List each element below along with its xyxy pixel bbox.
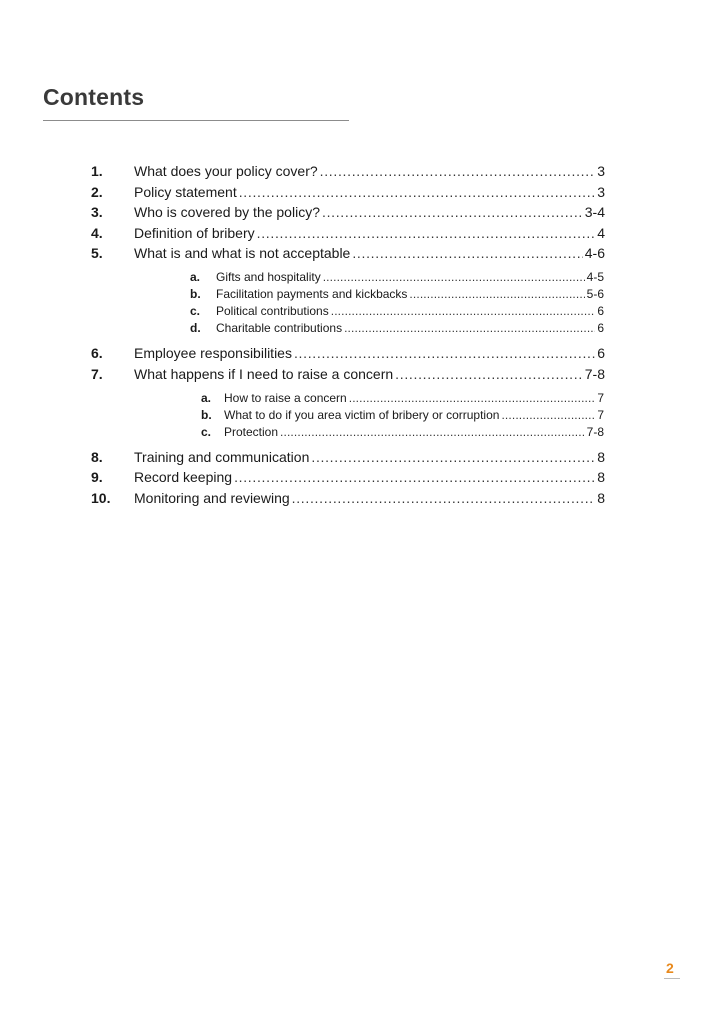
page-number-underline (664, 978, 680, 979)
toc-entry-1[interactable] (91, 163, 605, 183)
toc-title: Record keeping (134, 469, 233, 485)
toc-title: Policy statement (134, 184, 237, 200)
toc-page: 5-6 (586, 287, 604, 301)
toc-subentry-5a[interactable] (190, 270, 604, 287)
toc-page: 8 (597, 469, 605, 485)
toc-page: 4-6 (584, 245, 605, 261)
toc-number: 10. (91, 490, 111, 506)
toc-entry-5[interactable] (91, 245, 605, 265)
dot-leader (331, 304, 596, 318)
toc-entry-9[interactable] (91, 469, 605, 489)
toc-page: 6 (597, 345, 605, 361)
toc-number: 3. (91, 204, 103, 220)
toc-entry-6[interactable] (91, 345, 605, 365)
page-number: 2 (666, 960, 674, 976)
toc-entry-8[interactable] (91, 449, 605, 469)
toc-subentry-7a[interactable] (201, 391, 604, 408)
toc-entry-3[interactable] (91, 204, 605, 224)
toc-title: What does your policy cover? (134, 163, 318, 179)
toc-entry-10[interactable] (91, 490, 605, 510)
toc-subnumber: a. (201, 391, 212, 405)
heading-underline (43, 120, 349, 121)
dot-leader (239, 184, 595, 200)
toc-page: 3 (597, 184, 605, 200)
toc-title: Definition of bribery (134, 225, 255, 241)
toc-page: 7-8 (584, 366, 605, 382)
dot-leader (320, 163, 596, 179)
dot-leader (349, 391, 596, 405)
toc-page: 8 (597, 449, 605, 465)
toc-number: 5. (91, 245, 103, 261)
toc-subnumber: d. (190, 321, 201, 335)
toc-subentry-5d[interactable] (190, 321, 604, 338)
toc-subnumber: c. (190, 304, 201, 318)
toc-number: 2. (91, 184, 103, 200)
dot-leader (395, 366, 583, 382)
dot-leader (409, 287, 584, 301)
toc-subtitle: Political contributions (216, 304, 329, 318)
toc-page: 4 (597, 225, 605, 241)
toc-title: Training and communication (134, 449, 310, 465)
dot-leader (311, 449, 595, 465)
toc-page: 7 (597, 408, 604, 422)
dot-leader (323, 270, 585, 284)
toc-number: 1. (91, 163, 103, 179)
toc-page: 3 (597, 163, 605, 179)
toc-title: Monitoring and reviewing (134, 490, 290, 506)
toc-page: 6 (597, 304, 604, 318)
toc-page: 6 (597, 321, 604, 335)
toc-page: 7 (597, 391, 604, 405)
toc-subnumber: b. (190, 287, 201, 301)
toc-subtitle: Protection (224, 425, 279, 439)
toc-subtitle: Charitable contributions (216, 321, 343, 335)
toc-number: 6. (91, 345, 103, 361)
dot-leader (352, 245, 582, 261)
dot-leader (294, 345, 595, 361)
toc-subentry-5c[interactable] (190, 304, 604, 321)
toc-page: 3-4 (584, 204, 605, 220)
toc-number: 7. (91, 366, 103, 382)
contents-heading: Contents (43, 84, 145, 110)
toc-subnumber: b. (201, 408, 212, 422)
toc-subtitle: Gifts and hospitality (216, 270, 321, 284)
toc-subentry-5b[interactable] (190, 287, 604, 304)
toc-number: 4. (91, 225, 103, 241)
toc-subtitle: Facilitation payments and kickbacks (216, 287, 408, 301)
toc-entry-4[interactable] (91, 225, 605, 245)
toc-subtitle: What to do if you area victim of bribery or corruption (224, 408, 500, 422)
dot-leader (292, 490, 596, 506)
toc-title: What happens if I need to raise a concern (134, 366, 394, 382)
toc-subnumber: c. (201, 425, 212, 439)
toc-title: What is and what is not acceptable (134, 245, 351, 261)
dot-leader (501, 408, 595, 422)
toc-entry-7[interactable] (91, 366, 605, 386)
toc-entry-2[interactable] (91, 184, 605, 204)
dot-leader (344, 321, 595, 335)
dot-leader (257, 225, 596, 241)
toc-number: 9. (91, 469, 103, 485)
toc-title: Employee responsibilities (134, 345, 292, 361)
dot-leader (322, 204, 583, 220)
toc-page: 4-5 (586, 270, 604, 284)
dot-leader (280, 425, 585, 439)
toc-page: 8 (597, 490, 605, 506)
toc-subtitle: How to raise a concern (224, 391, 347, 405)
toc-subentry-7c[interactable] (201, 425, 604, 442)
toc-subentry-7b[interactable] (201, 408, 604, 425)
toc-subnumber: a. (190, 270, 201, 284)
toc-title: Who is covered by the policy? (134, 204, 320, 220)
toc-page: 7-8 (586, 425, 604, 439)
dot-leader (234, 469, 595, 485)
toc-number: 8. (91, 449, 103, 465)
